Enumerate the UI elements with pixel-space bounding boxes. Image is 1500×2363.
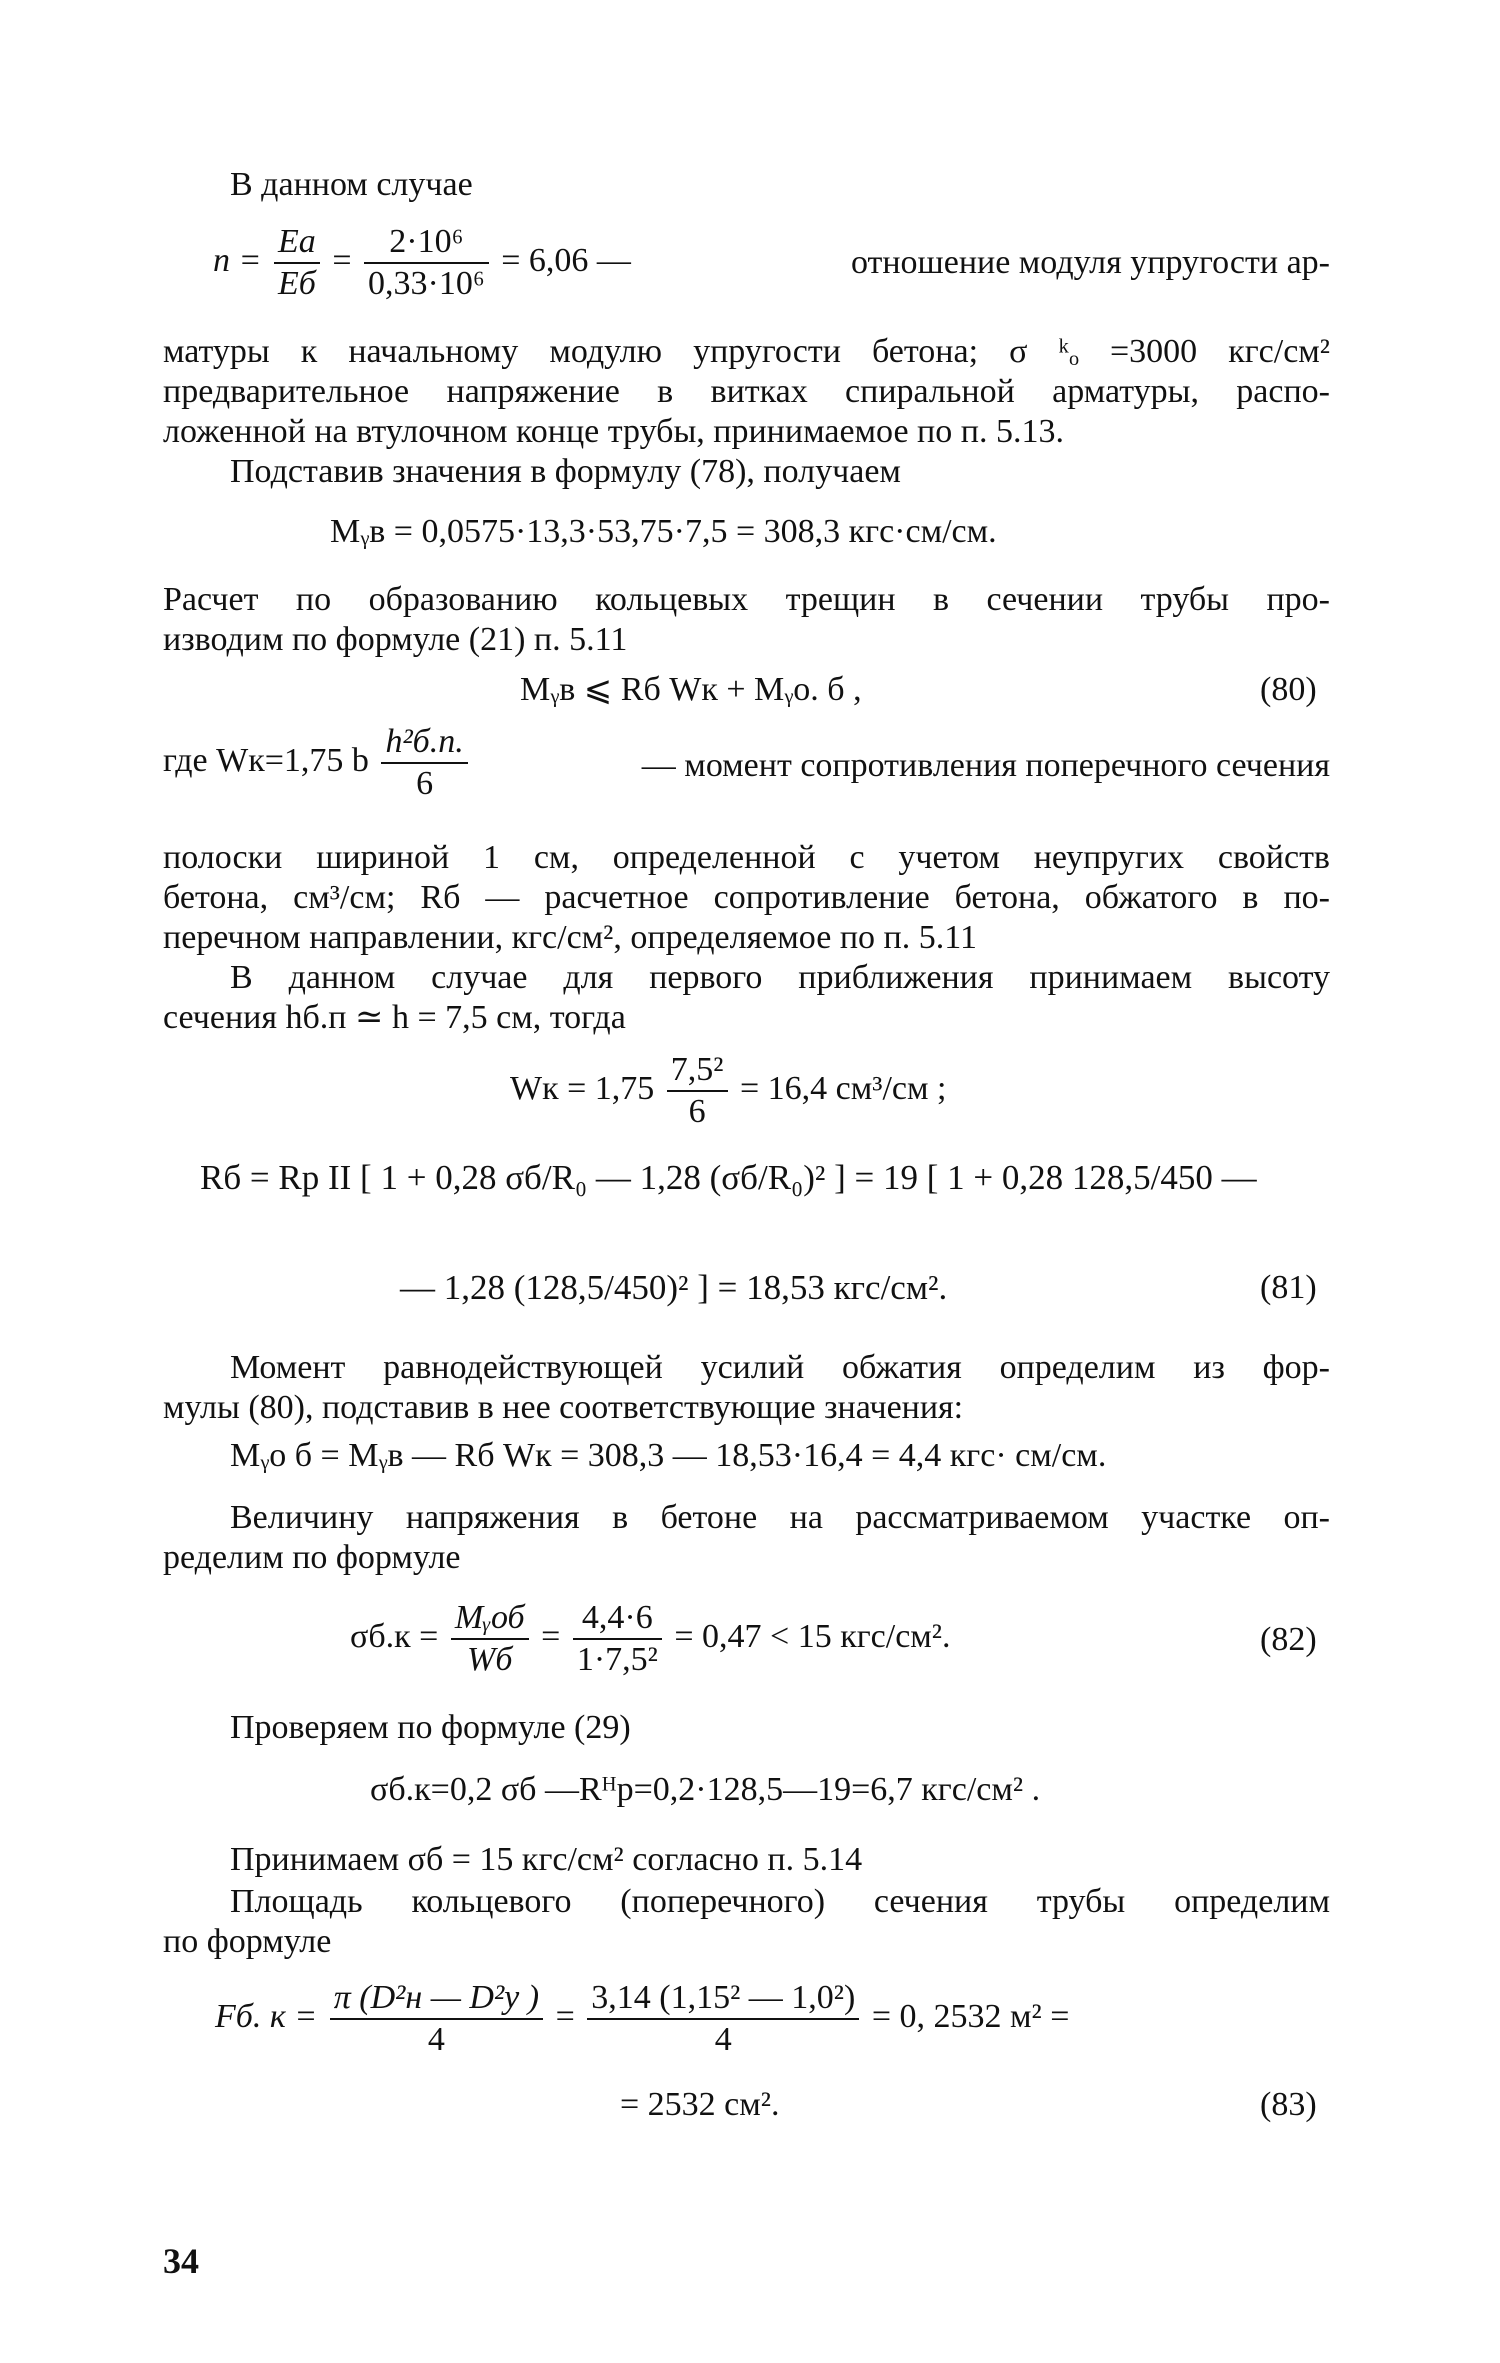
eq82-equals: =	[541, 1617, 561, 1655]
eq-n-frac1-den: Eб	[277, 265, 316, 302]
where-frac-num: h²б.п.	[381, 722, 467, 764]
paragraph-7-line-1: Момент равнодействующей усилий обжатия определим из фор-	[230, 1349, 1330, 1386]
eq83-f1-num: π (D²н — D²у )	[330, 1978, 543, 2020]
eq83-rhs: = 0, 2532 м² =	[871, 1997, 1070, 2035]
where-tail: — момент сопротивления поперечного сечения	[641, 747, 1330, 784]
paragraph-10: Принимаем σб = 15 кгс/см² согласно п. 5.14	[230, 1841, 863, 1878]
equation-81-number: (81)	[1260, 1269, 1317, 1306]
equation-83-number: (83)	[1260, 2086, 1317, 2123]
paragraph-4-line-2: изводим по формуле (21) п. 5.11	[163, 621, 628, 658]
eq82-f1-den: Wб	[467, 1641, 513, 1678]
paragraph-2-line-1: матуры к начальному модулю упругости бетона; σ ᵏₒ =3000 кгс/см²	[163, 333, 1330, 370]
paragraph-2-line-2: предварительное напряжение в витках спиральной арматуры, распо-	[163, 373, 1330, 410]
equation-29: σб.к=0,2 σб —Rᴴр=0,2·128,5—19=6,7 кгс/см² .	[370, 1771, 1041, 1808]
eq-n-result: = 6,06 —	[501, 241, 631, 279]
eq83-lhs: Fб. к =	[215, 1997, 318, 2035]
paragraph-5-line-1: полоски шириной 1 см, определенной с учетом неупругих свойств	[163, 839, 1330, 876]
eq82-f2-num: 4,4·6	[573, 1598, 662, 1640]
eq83-f1-den: 4	[427, 2021, 445, 2058]
eq82-rhs: = 0,47 < 15 кгс/см².	[674, 1617, 951, 1655]
paragraph-11-line-2: по формуле	[163, 1923, 332, 1960]
paragraph-5-line-3: перечном направлении, кгс/см², определяемое по п. 5.11	[163, 919, 977, 956]
eq-wk-num: 7,5²	[667, 1050, 728, 1092]
eq-n-frac2	[364, 222, 489, 304]
eq-n-lhs: n =	[213, 241, 262, 279]
equation-80: Mᵧв ⩽ Rб Wк + Mᵧо. б ,	[520, 671, 862, 708]
eq-n-frac1-num: Ea	[274, 222, 320, 264]
eq82-f2-den: 1·7,5²	[576, 1641, 658, 1678]
paragraph-6-line-2: сечения hб.п ≃ h = 7,5 см, тогда	[163, 999, 626, 1036]
paragraph-4-line-1: Расчет по образованию кольцевых трещин в сечении трубы про-	[163, 581, 1330, 618]
equation-wk	[510, 1050, 946, 1132]
equation-80-number: (80)	[1260, 671, 1317, 708]
eq-wk-rhs: = 16,4 см³/см ;	[740, 1069, 947, 1107]
eq82-frac2	[573, 1598, 662, 1680]
equation-mv: Mᵧв = 0,0575·13,3·53,75·7,5 = 308,3 кгс·см/см.	[330, 513, 997, 550]
paragraph-9: Проверяем по формуле (29)	[230, 1709, 631, 1746]
eq82-frac1	[451, 1598, 529, 1680]
equation-83-line-2: = 2532 см².	[620, 2086, 780, 2123]
paragraph-intro: В данном случае	[230, 166, 473, 203]
paragraph-11-line-1: Площадь кольцевого (поперечного) сечения трубы определим	[230, 1883, 1330, 1920]
paragraph-8-line-1: Величину напряжения в бетоне на рассматриваемом участке оп-	[230, 1499, 1330, 1536]
paragraph-3: Подставив значения в формулу (78), получаем	[230, 453, 901, 490]
eq-wk-frac	[667, 1050, 728, 1132]
eq82-lhs: σб.к =	[350, 1617, 439, 1655]
equation-82	[350, 1598, 951, 1680]
eq83-frac1	[330, 1978, 543, 2060]
eq-n-tail: отношение модуля упругости ар-	[850, 244, 1330, 281]
eq83-f2-den: 4	[714, 2021, 732, 2058]
eq83-f2-num: 3,14 (1,15² — 1,0²)	[587, 1978, 859, 2020]
eq-wk-den: 6	[688, 1093, 706, 1130]
paragraph-8-line-2: ределим по формуле	[163, 1539, 461, 1576]
paragraph-2-line-3: ложенной на втулочном конце трубы, принимаемое по п. 5.13.	[163, 413, 1064, 450]
eq-n-frac2-den: 0,33·10⁶	[368, 265, 485, 302]
equation-82-number: (82)	[1260, 1621, 1317, 1658]
eq-n-frac1	[274, 222, 320, 304]
page-number: 34	[163, 2241, 199, 2281]
paragraph-5-line-2: бетона, см³/см; Rб — расчетное сопротивление бетона, обжатого в по-	[163, 879, 1330, 916]
equation-81-line-2: — 1,28 (128,5/450)² ] = 18,53 кгс/см².	[400, 1268, 948, 1307]
eq82-f1-num: Mᵧоб	[451, 1598, 529, 1640]
where-frac	[381, 722, 467, 804]
eq-wk-lhs: Wк = 1,75	[510, 1069, 655, 1107]
equation-mob: Mᵧо б = Mᵧв — Rб Wк = 308,3 — 18,53·16,4 = 4,4 кгс· см/см.	[230, 1437, 1107, 1474]
paragraph-7-line-2: мулы (80), подставив в нее соответствующие значения:	[163, 1389, 964, 1426]
eq-n-frac2-num: 2·10⁶	[364, 222, 489, 264]
where-lead: где Wк=1,75 b	[163, 741, 369, 779]
eq-n-equals: =	[332, 241, 352, 279]
equation-n	[213, 222, 631, 304]
eq83-equals: =	[555, 1997, 575, 2035]
paragraph-6-line-1: В данном случае для первого приближения принимаем высоту	[230, 959, 1330, 996]
equation-81-line-1: Rб = Rp II [ 1 + 0,28 σб/R₀ — 1,28 (σб/R₀)² ] = 19 [ 1 + 0,28 128,5/450 —	[200, 1158, 1257, 1197]
where-frac-den: 6	[416, 765, 434, 802]
eq83-frac2	[587, 1978, 859, 2060]
equation-83	[215, 1978, 1069, 2060]
